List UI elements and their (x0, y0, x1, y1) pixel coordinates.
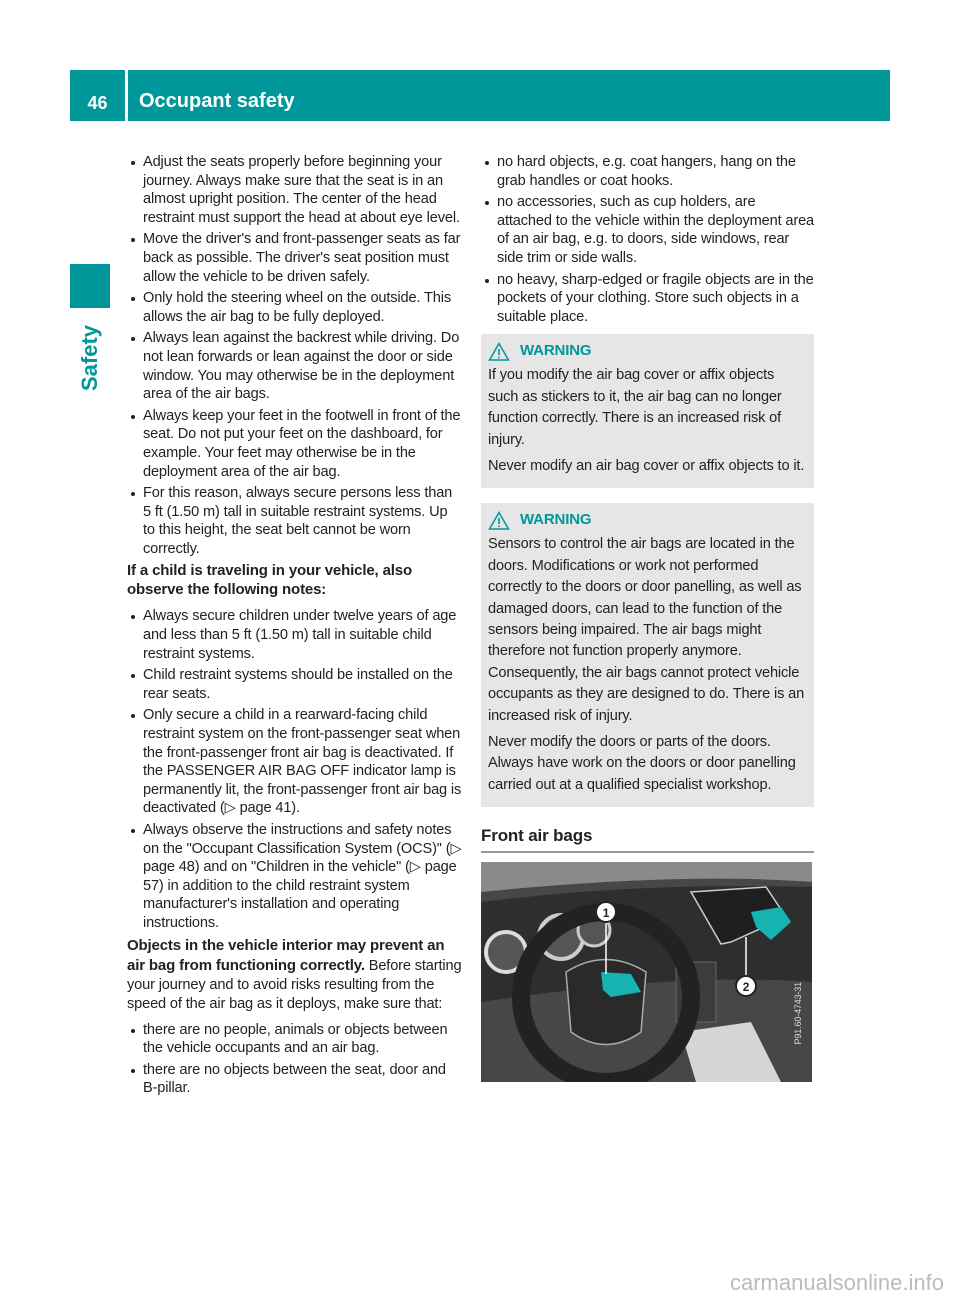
warning-header (488, 506, 807, 534)
list-item: Only secure a child in a rearward-facing child restraint system on the front-passenger seat when the front-passenger front air bag is deactivated. If the PASSENGER AIR BAG OFF indicator lamp is permanently lit, the front-passenger front air bag is deactivated (▷ page 41). (127, 706, 462, 818)
warning-text: Never modify the doors or parts of the doors. Always have work on the doors or door panelling carried out at a qualified specialist workshop. (488, 734, 796, 793)
warning-header (488, 337, 807, 365)
list-item: Always secure children under twelve years of age and less than 5 ft (1.50 m) tall in suitable child restraint systems. (127, 607, 462, 663)
list-item: no hard objects, e.g. coat hangers, hang on the grab handles or coat hooks. (481, 153, 814, 190)
list-item: no heavy, sharp-edged or fragile objects are in the pockets of your clothing. Store such objects in a suitable place. (481, 271, 814, 327)
objects-bullets-cont (481, 153, 814, 326)
warning-triangle-icon (488, 511, 510, 530)
right-column (481, 153, 814, 1082)
warning-text: Never modify an air bag cover or affix objects to it. (488, 457, 805, 474)
list-item: Move the driver's and front-passenger seats as far back as possible. The driver's seat position must allow the vehicle to be driven safely. (127, 230, 462, 286)
list-item: Child restraint systems should be installed on the rear seats. (127, 666, 462, 703)
list-item: Always observe the instructions and safety notes on the "Occupant Classification System (OCS)" (▷ page 48) and on "Children in the vehicle" (▷ page 57) in addition to the child restraint system manufacturer's installation and operating instructions. (127, 821, 462, 933)
child-heading: If a child is traveling in your vehicle, also observe the following notes: (127, 562, 413, 599)
section-tab (70, 318, 110, 398)
child-bullets (127, 607, 462, 932)
list-item: there are no people, animals or objects between the vehicle occupants and an air bag. (127, 1021, 462, 1058)
section-tab-marker (70, 264, 110, 308)
list-item: Adjust the seats properly before beginning your journey. Always make sure that the seat is in an almost upright position. The center of the head restraint must support the head at about eye level. (127, 153, 462, 227)
front-airbags-illustration (481, 862, 812, 1082)
figure-code: P91.60-4743-31 (793, 981, 804, 1045)
section-label: Safety (77, 324, 102, 392)
list-item: Always lean against the backrest while driving. Do not lean forwards or lean against the door or side window. You may otherwise be in the deployment area of the air bags. (127, 329, 462, 403)
list-item: For this reason, always secure persons less than 5 ft (1.50 m) tall in suitable restraint systems. Up to this height, the seat belt cannot be worn correctly. (127, 484, 462, 558)
warning-triangle-icon (488, 342, 510, 361)
page-title: Occupant safety (128, 70, 890, 121)
dashboard-image (481, 862, 812, 1082)
callout-2: 2 (742, 979, 750, 994)
seating-bullets (127, 153, 462, 558)
section-heading: Front air bags (481, 827, 814, 853)
warning-text: If you modify the air bag cover or affix objects such as stickers to it, the air bag can no longer function correctly. There is an increased risk of injury. (488, 367, 782, 448)
objects-text: Before starting your journey and to avoid risks resulting from the speed of the air bag as it deploys, make sure that: (127, 957, 462, 1012)
left-column (127, 153, 462, 1101)
warning-box (481, 334, 814, 488)
warning-text: Sensors to control the air bags are located in the doors. Modifications or work not performed correctly to the doors or door panelling, as well as damaged doors, can lead to the function of the sensors being impaired. The air bags might therefore not function properly anymore. Consequently, the air bags cannot protect vehicle occupants as they are designed to do. There is an increased risk of injury. (488, 536, 805, 724)
watermark: carmanualsonline.info (729, 1270, 944, 1295)
warning-box (481, 503, 814, 807)
callout-1: 1 (602, 905, 610, 920)
list-item: Only hold the steering wheel on the outside. This allows the air bag to be fully deployed. (127, 289, 462, 326)
page-number: 46 (70, 70, 125, 121)
list-item: Always keep your feet in the footwell in front of the seat. Do not put your feet on the dashboard, for example. Your feet may otherwise be in the deployment area of the air bag. (127, 407, 462, 481)
warning-title: WARNING (520, 342, 592, 360)
list-item: no accessories, such as cup holders, are attached to the vehicle within the deployment area of an air bag, e.g. to doors, side windows, rear side trim or side walls. (481, 193, 814, 267)
objects-bullets (127, 1021, 462, 1098)
warning-title: WARNING (520, 511, 592, 529)
list-item: there are no objects between the seat, door and B-pillar. (127, 1061, 462, 1098)
objects-heading: Objects in the vehicle interior may prevent an air bag from functioning correctly. (127, 936, 445, 974)
objects-paragraph (127, 936, 462, 1014)
